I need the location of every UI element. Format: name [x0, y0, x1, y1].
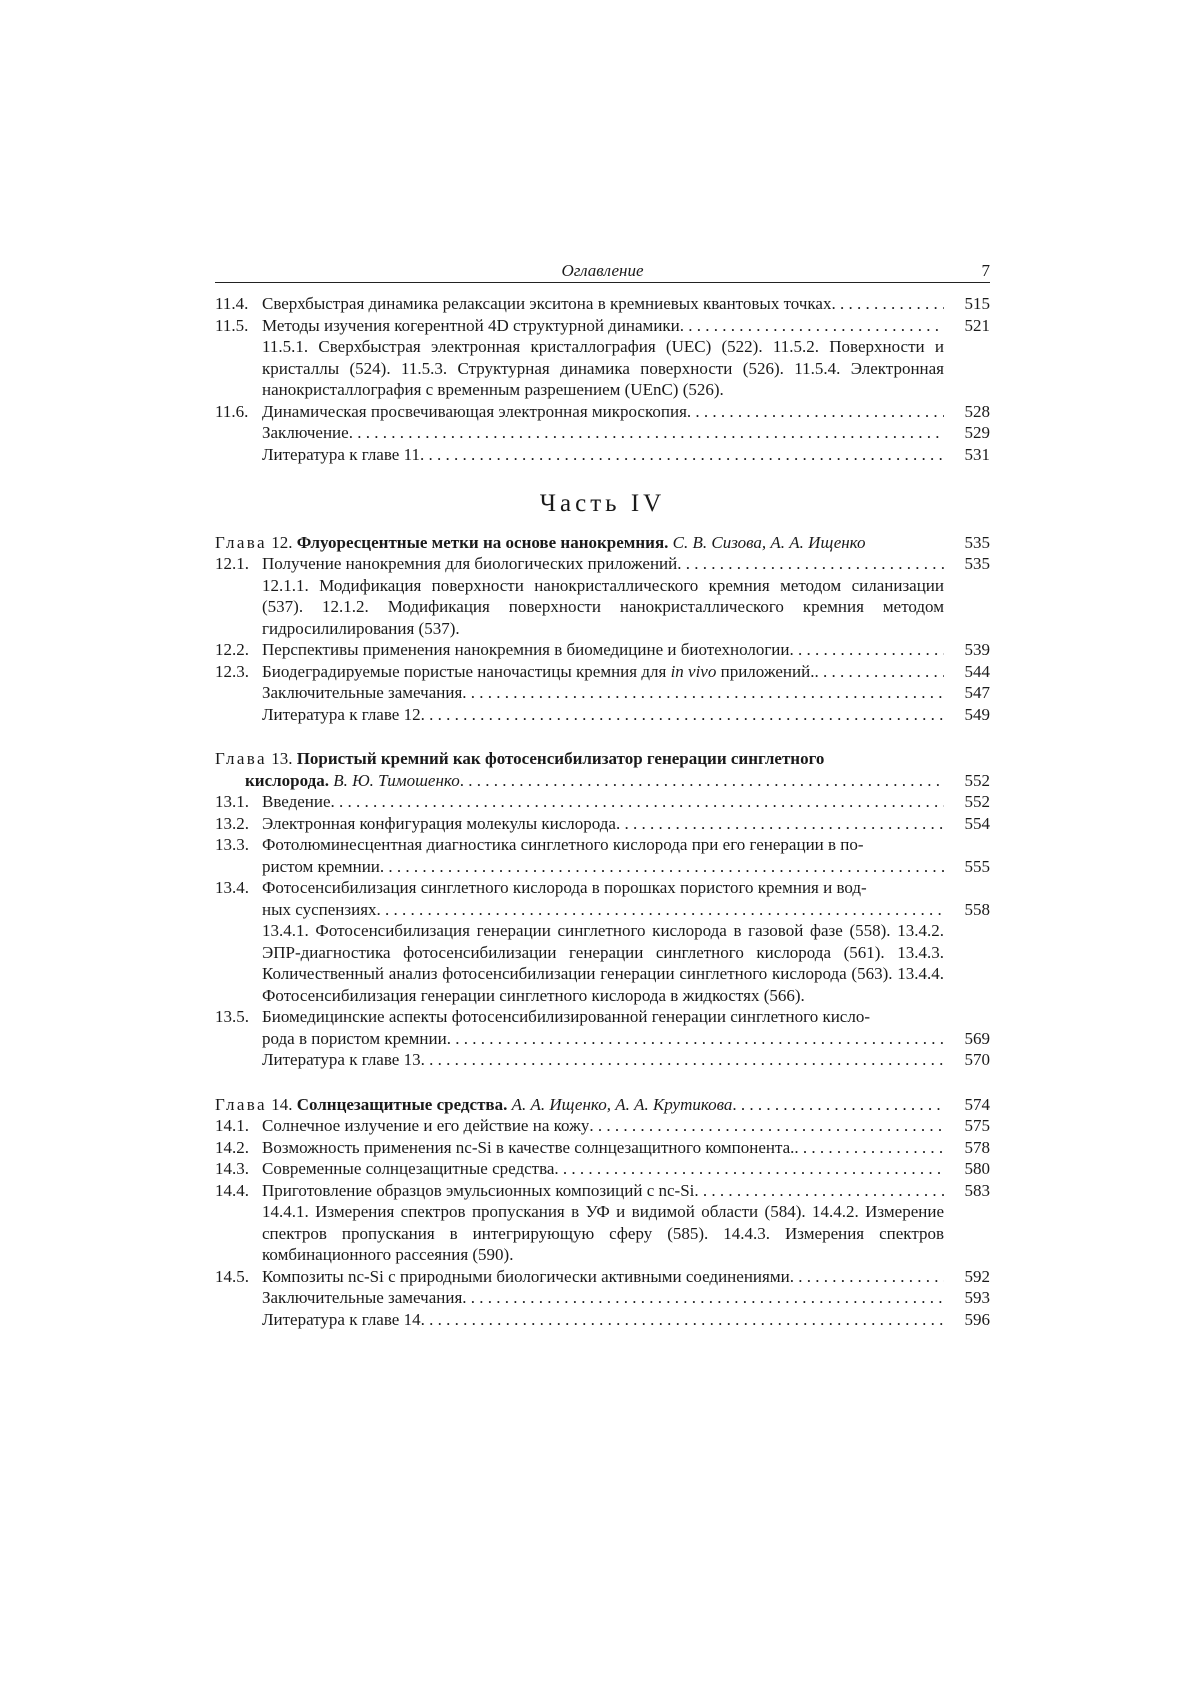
toc-entry[interactable] — [215, 1158, 990, 1180]
toc-entry[interactable] — [215, 1309, 990, 1331]
entry-page: 529 — [964, 423, 990, 442]
chapter-authors: С. В. Сизова, А. А. Ищенко — [672, 532, 866, 552]
chapter-number: 14. — [271, 1094, 293, 1114]
toc-entry[interactable] — [215, 1287, 990, 1309]
toc-entry[interactable] — [215, 877, 990, 920]
entry-title: Композиты nc-Si с природными биологически активными соединениями — [262, 1266, 790, 1286]
running-header — [215, 258, 990, 283]
entry-number: 13.5. — [215, 1007, 249, 1026]
toc-entry[interactable] — [215, 1137, 990, 1159]
toc-entry[interactable] — [215, 661, 990, 683]
entry-title: Возможность применения nc-Si в качестве солнцезащитного компонента. — [262, 1137, 795, 1157]
entry-number: 14.4. — [215, 1180, 249, 1200]
chapter-number: 12. — [271, 532, 293, 552]
entry-page: 592 — [964, 1266, 990, 1286]
entry-title: Методы изучения когерентной 4D структурной динамики — [262, 315, 680, 335]
entry-number: 14.3. — [215, 1159, 249, 1178]
entry-page: 575 — [964, 1116, 990, 1135]
entry-number: 13.4. — [215, 878, 249, 897]
entry-page: 515 — [964, 294, 990, 313]
entry-page: 596 — [964, 1309, 990, 1329]
toc-entry[interactable] — [215, 1049, 990, 1071]
entry-page: 535 — [964, 554, 990, 573]
entry-page: 531 — [964, 444, 990, 464]
entry-page: 539 — [964, 640, 990, 659]
toc-entry[interactable] — [215, 639, 990, 661]
toc-entry[interactable] — [215, 1115, 990, 1137]
entry-title: Солнечное излучение и его действие на кожу — [262, 1116, 590, 1135]
entry-number: 11.5. — [215, 315, 249, 335]
toc-entry[interactable] — [215, 293, 990, 315]
toc-entry[interactable] — [215, 1266, 990, 1288]
entry-number: 13.3. — [215, 835, 249, 854]
chapter-heading[interactable] — [215, 532, 990, 554]
entry-title: Фотолюминесцентная диагностика синглетного кислорода при его генерации в по- — [262, 835, 864, 854]
entry-title: Современные солнцезащитные средства — [262, 1159, 555, 1178]
entry-title-cont: ных суспензиях — [262, 899, 377, 919]
toc-entry[interactable] — [215, 1180, 990, 1202]
entry-title: Заключительные замечания — [262, 1288, 463, 1307]
entry-title: Заключение — [262, 423, 349, 442]
entry-number: 12.2. — [215, 640, 249, 659]
entry-page: 578 — [964, 1137, 990, 1157]
toc-entry[interactable] — [215, 791, 990, 813]
entry-title-cont: рода в пористом кремнии — [262, 1028, 447, 1048]
part-heading: Часть IV — [539, 490, 666, 517]
entry-title: Динамическая просвечивающая электронная микроскопия — [262, 401, 687, 421]
entry-page: 554 — [964, 813, 990, 833]
entry-page: 535 — [964, 532, 990, 552]
entry-page: 544 — [964, 661, 990, 681]
chapter-word: Глава — [215, 1094, 267, 1114]
entry-number: 12.1. — [215, 554, 249, 573]
entry-page: 552 — [964, 792, 990, 811]
entry-page: 558 — [964, 899, 990, 919]
entry-title: Фотосенсибилизация синглетного кислорода в порошках пористого кремния и вод- — [262, 878, 867, 897]
toc-entry[interactable] — [215, 682, 990, 704]
entry-page: 547 — [964, 683, 990, 702]
chapter-heading[interactable] — [215, 1094, 990, 1116]
entry-number: 13.2. — [215, 813, 249, 833]
entry-page: 521 — [964, 315, 990, 335]
subsection-list: 12.1.1. Модификация поверхности нанокристаллического кремния методом силанизации (537). 12.1.2. Модификация поверхности нанокристаллического кремния методом гидросилилирования (537). — [262, 575, 944, 638]
entry-page: 549 — [964, 704, 990, 724]
entry-page: 574 — [964, 1094, 990, 1114]
chapter-title: Пористый кремний как фотосенсибилизатор генерации синглетного — [296, 749, 825, 768]
chapter-title: Флуоресцентные метки на основе нанокремния. — [296, 532, 669, 552]
toc-entry[interactable] — [215, 444, 990, 466]
toc-entry[interactable] — [215, 315, 990, 337]
entry-title: Сверхбыстрая динамика релаксации экситона в кремниевых квантовых точках — [262, 294, 832, 313]
chapter-number: 13. — [271, 749, 293, 768]
toc-entry[interactable] — [215, 553, 990, 575]
entry-number: 13.1. — [215, 792, 249, 811]
entry-page: 570 — [964, 1050, 990, 1069]
entry-page: 569 — [964, 1028, 990, 1048]
entry-title: Литература к главе 11 — [262, 444, 420, 464]
entry-number: 14.1. — [215, 1116, 249, 1135]
chapter-title: Солнцезащитные средства. — [296, 1094, 508, 1114]
entry-page: 583 — [964, 1180, 990, 1200]
entry-page: 580 — [964, 1159, 990, 1178]
chapter-title-cont: кислорода. — [245, 770, 329, 790]
subsection-list: 11.5.1. Сверхбыстрая электронная кристаллография (UEC) (522). 11.5.2. Поверхности и кристаллы (524). 11.5.3. Структурная динамика поверхности (526). 11.5.4. Электронная нанокристаллография с временным разрешением (UEnC) (526). — [262, 337, 944, 399]
entry-number: 11.4. — [215, 294, 249, 313]
toc-entry[interactable] — [215, 1006, 990, 1049]
entry-title: Биомедицинские аспекты фотосенсибилизированной генерации синглетного кисло- — [262, 1007, 870, 1026]
toc-entry[interactable] — [215, 401, 990, 423]
entry-title: Перспективы применения нанокремния в биомедицине и биотехнологии — [262, 640, 790, 659]
chapter-authors: В. Ю. Тимошенко — [333, 770, 460, 790]
entry-title: Получение нанокремния для биологических приложений — [262, 554, 678, 573]
toc-entry[interactable] — [215, 813, 990, 835]
toc-entry[interactable] — [215, 834, 990, 877]
toc-entry[interactable] — [215, 704, 990, 726]
entry-page: 555 — [964, 856, 990, 876]
toc-page — [215, 258, 990, 1330]
entry-title: Литература к главе 12 — [262, 704, 421, 724]
entry-title-cont: ристом кремнии — [262, 856, 380, 876]
entry-number: 12.3. — [215, 661, 249, 681]
entry-page: 552 — [964, 770, 990, 790]
entry-number: 14.5. — [215, 1266, 249, 1286]
entry-title: Введение — [262, 792, 331, 811]
entry-title: Литература к главе 14 — [262, 1309, 421, 1329]
entry-title: Электронная конфигурация молекулы кислорода — [262, 813, 616, 833]
entry-title: Заключительные замечания — [262, 683, 463, 702]
chapter-word: Глава — [215, 532, 267, 552]
entry-title: Биодеградируемые пористые наночастицы кремния для in vivo приложений. — [262, 661, 815, 681]
toc-entry[interactable] — [215, 422, 990, 444]
entry-number: 14.2. — [215, 1137, 249, 1157]
entry-title: Литература к главе 13 — [262, 1050, 421, 1069]
chapter-authors: А. А. Ищенко, А. А. Крутикова — [511, 1094, 733, 1114]
subsection-list: 13.4.1. Фотосенсибилизация генерации синглетного кислорода в газовой фазе (558). 13.4.2. ЭПР-диагностика фотосенсибилизации генерации синглетного кислорода (561). 13.4.3. Количественный анализ фотосенсибилизации генерации синглетного кислорода (563). 13.4.4. Фотосенсибилизация генерации синглетного кислорода в жидкостях (566). — [262, 921, 944, 1005]
subsection-list: 14.4.1. Измерения спектров пропускания в УФ и видимой области (584). 14.4.2. Измерение спектров пропускания в интегрирующую сферу (585). 14.4.3. Измерения спектров комбинационного рассеяния (590). — [262, 1202, 944, 1264]
header-title: Оглавление — [561, 261, 644, 280]
chapter-heading[interactable] — [215, 748, 990, 791]
header-page-number: 7 — [981, 261, 990, 280]
entry-title: Приготовление образцов эмульсионных композиций с nc-Si — [262, 1180, 695, 1200]
chapter-word: Глава — [215, 749, 267, 768]
entry-page: 528 — [964, 401, 990, 421]
entry-page: 593 — [964, 1288, 990, 1307]
entry-number: 11.6. — [215, 401, 249, 421]
